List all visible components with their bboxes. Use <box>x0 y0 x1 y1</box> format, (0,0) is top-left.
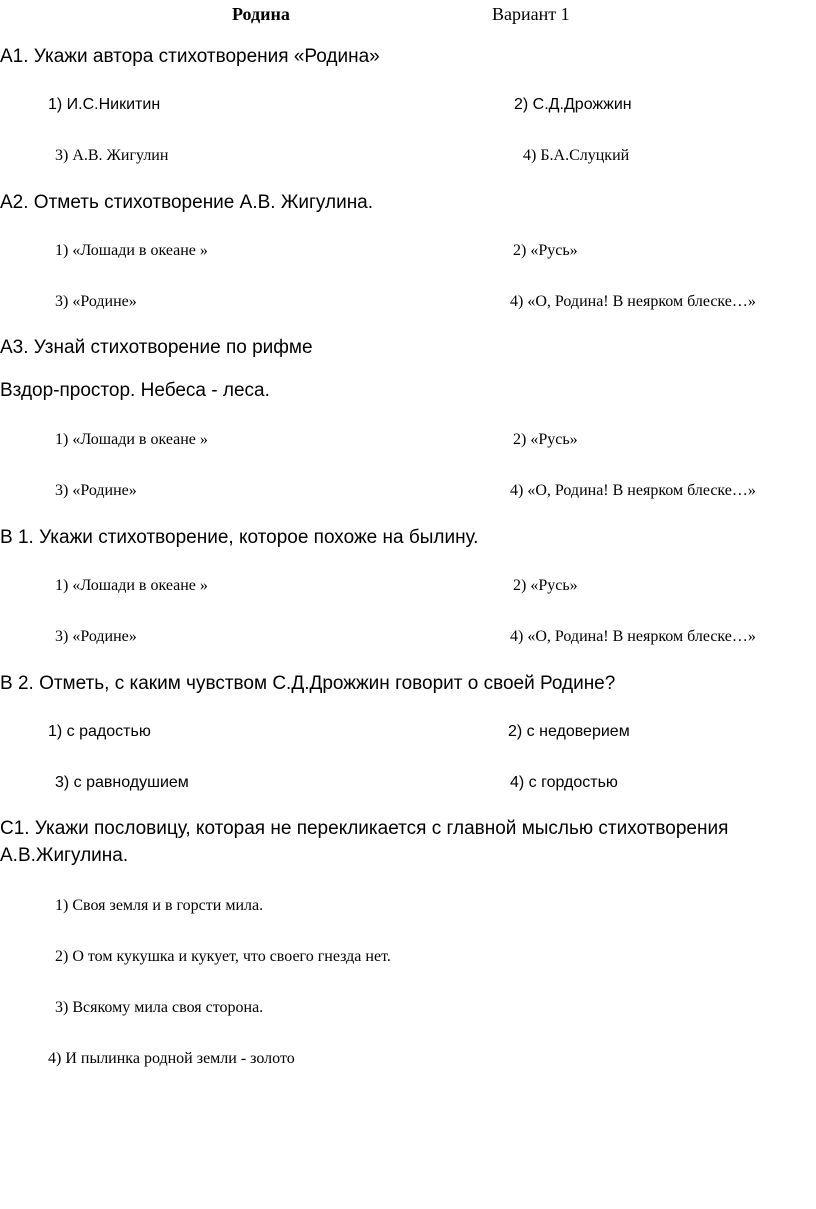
question-b1: В 1. Укажи стихотворение, которое похоже на былину. <box>0 527 479 548</box>
answer-option: 1) «Лошади в океане » <box>55 431 208 448</box>
question-a2: А2. Отметь стихотворение А.В. Жигулина. <box>0 192 374 213</box>
answer-option: 2) «Русь» <box>513 431 578 448</box>
answer-option: 4) Б.А.Слуцкий <box>523 147 630 164</box>
answer-option: 4) «О, Родина! В неярком блеске…» <box>510 293 756 310</box>
answer-option: 1) «Лошади в океане » <box>55 242 208 259</box>
answer-option: 3) А.В. Жигулин <box>55 147 169 164</box>
answer-option: 2) О том кукушка и кукует, что своего гнезда нет. <box>55 948 391 965</box>
question-a1: А1. Укажи автора стихотворения «Родина» <box>0 46 380 67</box>
answer-option: 3) «Родине» <box>55 482 137 499</box>
answer-option: 2) «Русь» <box>513 577 578 594</box>
answer-option: 2) с недоверием <box>508 723 630 740</box>
answer-option: 4) с гордостью <box>510 774 618 791</box>
answer-option: 2) С.Д.Дрожжин <box>514 96 632 113</box>
question-c1: С1. Укажи пословицу, которая не перекликается с главной мыслью стихотворения <box>0 818 729 839</box>
question-b2: В 2. Отметь, с каким чувством С.Д.Дрожжин говорит о своей Родине? <box>0 673 616 694</box>
answer-option: 1) с радостью <box>48 723 151 740</box>
question-a3: А3. Узнай стихотворение по рифме <box>0 337 313 358</box>
worksheet-title: Родина <box>232 4 290 24</box>
answer-option: 3) с равнодушием <box>55 774 189 791</box>
answer-option: 4) И пылинка родной земли - золото <box>48 1050 295 1067</box>
answer-option: 4) «О, Родина! В неярком блеске…» <box>510 628 756 645</box>
answer-option: 3) «Родине» <box>55 293 137 310</box>
answer-option: 1) «Лошади в океане » <box>55 577 208 594</box>
answer-option: 3) «Родине» <box>55 628 137 645</box>
question-c1-continuation: А.В.Жигулина. <box>0 845 129 866</box>
variant-label: Вариант 1 <box>492 4 570 24</box>
answer-option: 1) И.С.Никитин <box>48 96 161 113</box>
answer-option: 3) Всякому мила своя сторона. <box>55 999 264 1016</box>
answer-option: 1) Своя земля и в горсти мила. <box>55 897 264 914</box>
rhyme-hint: Вздор-простор. Небеса - леса. <box>0 380 270 401</box>
answer-option: 4) «О, Родина! В неярком блеске…» <box>510 482 756 499</box>
answer-option: 2) «Русь» <box>513 242 578 259</box>
